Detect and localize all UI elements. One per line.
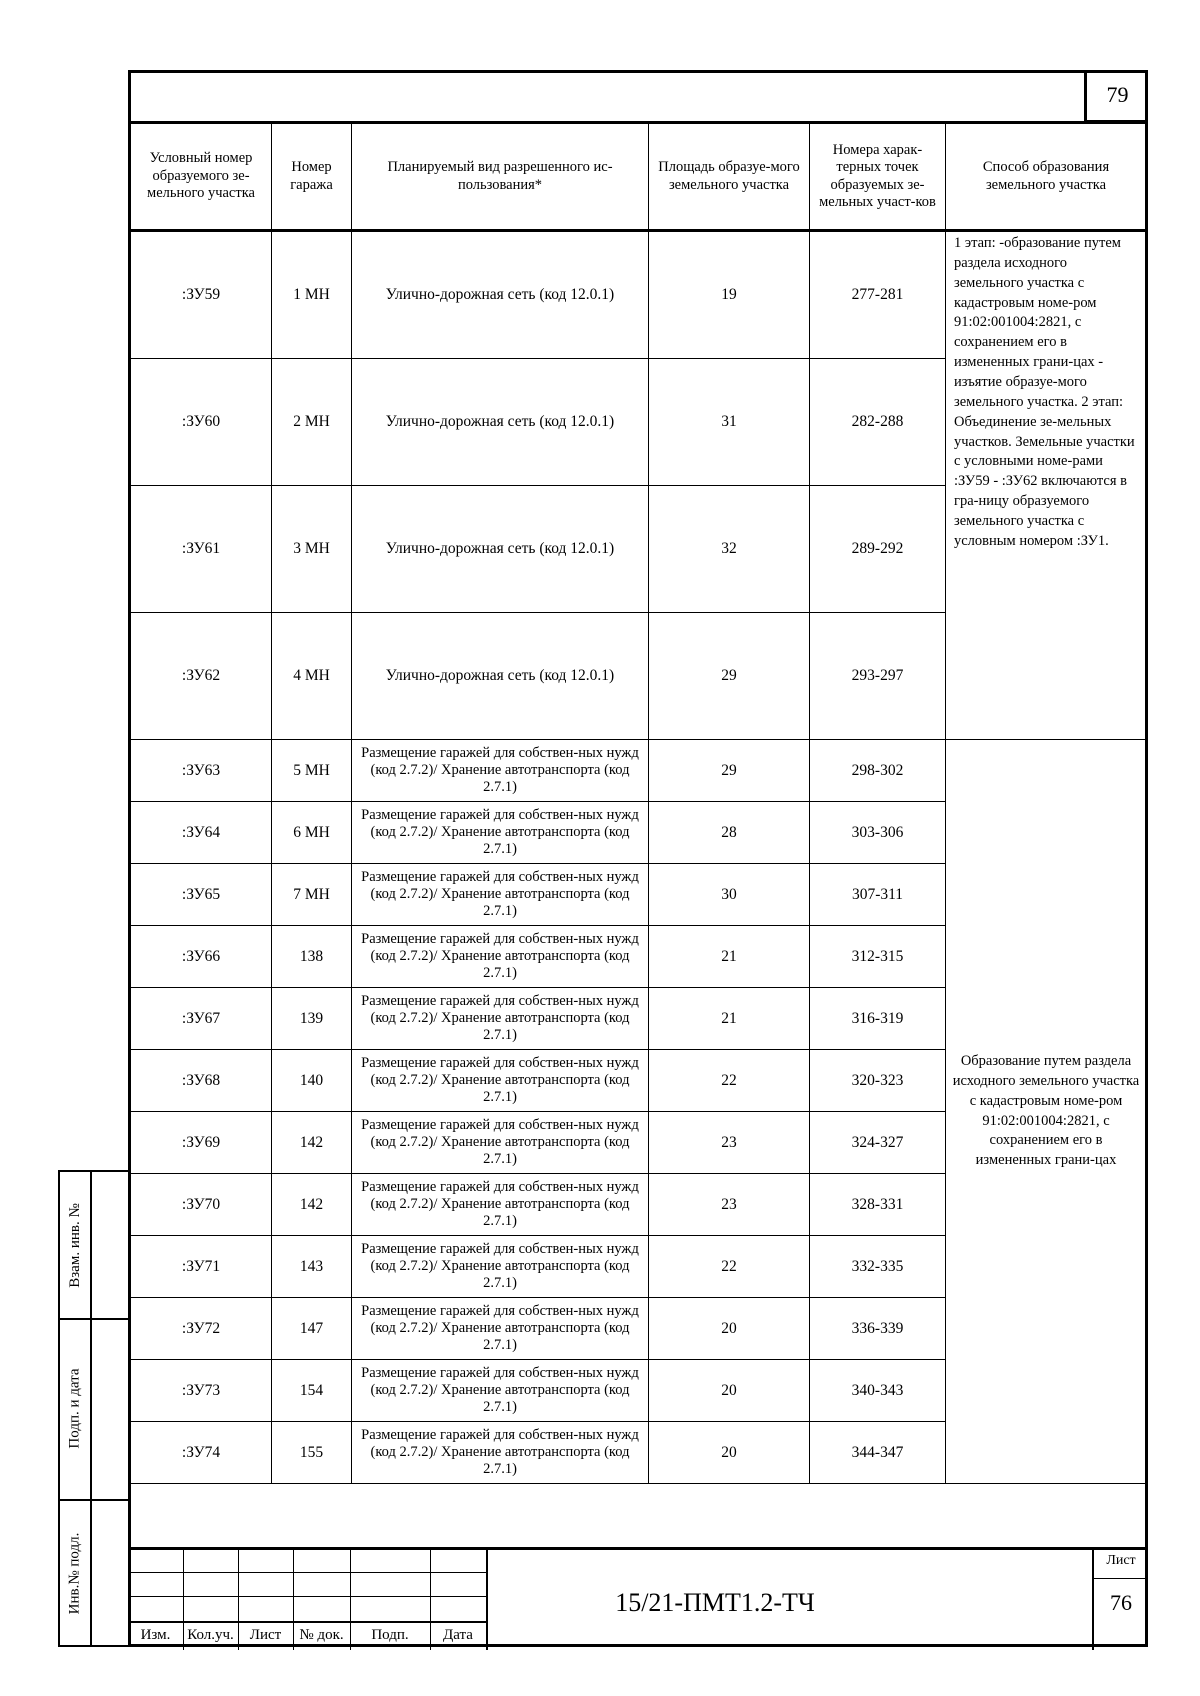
page-number: 79	[1106, 82, 1129, 107]
permitted-use: Размещение гаражей для собствен-ных нужд (код 2.7.2)/ Хранение автотранспорта (код 2.7.1)	[352, 1360, 649, 1422]
col-label-list: Лист	[249, 1627, 282, 1643]
col-label-podp: Подп.	[371, 1627, 409, 1643]
area: 22	[649, 1236, 810, 1298]
garage-number: 142	[272, 1112, 352, 1174]
permitted-use: Размещение гаражей для собствен-ных нужд (код 2.7.2)/ Хранение автотранспорта (код 2.7.1)	[352, 926, 649, 988]
permitted-use: Размещение гаражей для собствен-ных нужд (код 2.7.2)/ Хранение автотранспорта (код 2.7.1)	[352, 802, 649, 864]
point-numbers: 277-281	[810, 231, 946, 359]
header-plot-number: Условный номер образуемого зе-мельного участка	[131, 124, 272, 231]
permitted-use: Размещение гаражей для собствен-ных нужд (код 2.7.2)/ Хранение автотранспорта (код 2.7.1)	[352, 1236, 649, 1298]
point-numbers: 332-335	[810, 1236, 946, 1298]
side-label-vzam: Взам. инв. №	[66, 1202, 83, 1288]
point-numbers: 282-288	[810, 359, 946, 486]
area: 23	[649, 1112, 810, 1174]
plot-number: :ЗУ66	[131, 926, 272, 988]
plot-number: :ЗУ61	[131, 486, 272, 613]
table-header-row	[131, 124, 1147, 231]
area: 30	[649, 864, 810, 926]
col-label-kol-uch: Кол.уч.	[187, 1627, 234, 1643]
point-numbers: 303-306	[810, 802, 946, 864]
header-permitted-use: Планируемый вид разрешенного ис-пользования*	[352, 124, 649, 231]
area: 21	[649, 988, 810, 1050]
garage-number: 4 МН	[272, 613, 352, 740]
permitted-use: Размещение гаражей для собствен-ных нужд (код 2.7.2)/ Хранение автотранспорта (код 2.7.1)	[352, 1174, 649, 1236]
point-numbers: 289-292	[810, 486, 946, 613]
header-area: Площадь образуе-мого земельного участка	[649, 124, 810, 231]
permitted-use: Размещение гаражей для собствен-ных нужд (код 2.7.2)/ Хранение автотранспорта (код 2.7.1)	[352, 1422, 649, 1484]
plot-number: :ЗУ68	[131, 1050, 272, 1112]
plot-number: :ЗУ63	[131, 740, 272, 802]
garage-number: 138	[272, 926, 352, 988]
point-numbers: 298-302	[810, 740, 946, 802]
area: 29	[649, 740, 810, 802]
plot-number: :ЗУ69	[131, 1112, 272, 1174]
formation-method-stage: 1 этап: -образование путем раздела исходного земельного участка с кадастровым номе-ром 91:02:001004:2821, с сохранением его в измененных грани-цах - изъятие образуе-мого земельного участка. 2 этап: Объединение зе-мельных участков. Земельные участки с условными номе-рами :ЗУ59 - :ЗУ62 включаются в гра-ницу образуемого земельного участка с условным номером :ЗУ1.	[946, 231, 1147, 740]
point-numbers: 316-319	[810, 988, 946, 1050]
plot-number: :ЗУ73	[131, 1360, 272, 1422]
point-numbers: 307-311	[810, 864, 946, 926]
page-number-box	[1084, 70, 1148, 123]
side-label-podp: Подп. и дата	[66, 1368, 83, 1449]
plot-number: :ЗУ59	[131, 231, 272, 359]
point-numbers: 340-343	[810, 1360, 946, 1422]
permitted-use: Размещение гаражей для собствен-ных нужд (код 2.7.2)/ Хранение автотранспорта (код 2.7.1)	[352, 1050, 649, 1112]
garage-number: 3 МН	[272, 486, 352, 613]
top-strip	[128, 70, 1148, 123]
permitted-use: Размещение гаражей для собствен-ных нужд (код 2.7.2)/ Хранение автотранспорта (код 2.7.1)	[352, 1298, 649, 1360]
area: 22	[649, 1050, 810, 1112]
col-label-date: Дата	[443, 1627, 473, 1643]
garage-number: 139	[272, 988, 352, 1050]
garage-number: 155	[272, 1422, 352, 1484]
point-numbers: 312-315	[810, 926, 946, 988]
point-numbers: 344-347	[810, 1422, 946, 1484]
formation-method-division: Образование путем раздела исходного земельного участка с кадастровым номе-ром 91:02:001004:2821, с сохранением его в измененных грани-цах	[946, 740, 1147, 1484]
area: 28	[649, 802, 810, 864]
land-plots-table	[130, 123, 1147, 1484]
plot-number: :ЗУ65	[131, 864, 272, 926]
table-row	[131, 231, 1147, 359]
plot-number: :ЗУ60	[131, 359, 272, 486]
permitted-use: Улично-дорожная сеть (код 12.0.1)	[352, 613, 649, 740]
side-label-inv: Инв.№ подл.	[66, 1532, 83, 1614]
garage-number: 6 МН	[272, 802, 352, 864]
area: 20	[649, 1360, 810, 1422]
side-cell-vzam	[60, 1172, 128, 1320]
area: 19	[649, 231, 810, 359]
plot-number: :ЗУ64	[131, 802, 272, 864]
plot-number: :ЗУ71	[131, 1236, 272, 1298]
point-numbers: 320-323	[810, 1050, 946, 1112]
permitted-use: Размещение гаражей для собствен-ных нужд (код 2.7.2)/ Хранение автотранспорта (код 2.7.1)	[352, 864, 649, 926]
garage-number: 142	[272, 1174, 352, 1236]
point-numbers: 293-297	[810, 613, 946, 740]
area: 32	[649, 486, 810, 613]
area: 20	[649, 1298, 810, 1360]
sheet-number: 76	[1110, 1590, 1132, 1615]
area: 21	[649, 926, 810, 988]
side-stamp	[58, 1170, 128, 1647]
table-row	[131, 740, 1147, 802]
garage-number: 5 МН	[272, 740, 352, 802]
plot-number: :ЗУ70	[131, 1174, 272, 1236]
plot-number: :ЗУ62	[131, 613, 272, 740]
header-formation-method: Способ образования земельного участка	[946, 124, 1147, 231]
permitted-use: Размещение гаражей для собствен-ных нужд (код 2.7.2)/ Хранение автотранспорта (код 2.7.1)	[352, 1112, 649, 1174]
side-cell-inv	[60, 1499, 128, 1647]
col-label-izm: Изм.	[140, 1627, 171, 1643]
permitted-use: Улично-дорожная сеть (код 12.0.1)	[352, 231, 649, 359]
permitted-use: Улично-дорожная сеть (код 12.0.1)	[352, 486, 649, 613]
permitted-use: Улично-дорожная сеть (код 12.0.1)	[352, 359, 649, 486]
point-numbers: 324-327	[810, 1112, 946, 1174]
point-numbers: 328-331	[810, 1174, 946, 1236]
plot-number: :ЗУ67	[131, 988, 272, 1050]
garage-number: 154	[272, 1360, 352, 1422]
side-cell-podp	[60, 1318, 128, 1501]
col-label-doc-no: № док.	[299, 1627, 344, 1643]
area: 23	[649, 1174, 810, 1236]
plot-number: :ЗУ72	[131, 1298, 272, 1360]
area: 20	[649, 1422, 810, 1484]
permitted-use: Размещение гаражей для собствен-ных нужд (код 2.7.2)/ Хранение автотранспорта (код 2.7.1)	[352, 740, 649, 802]
area: 29	[649, 613, 810, 740]
garage-number: 147	[272, 1298, 352, 1360]
garage-number: 140	[272, 1050, 352, 1112]
point-numbers: 336-339	[810, 1298, 946, 1360]
header-point-numbers: Номера харак-терных точек образуемых зе-мельных участ-ков	[810, 124, 946, 231]
area: 31	[649, 359, 810, 486]
plot-number: :ЗУ74	[131, 1422, 272, 1484]
garage-number: 2 МН	[272, 359, 352, 486]
garage-number: 7 МН	[272, 864, 352, 926]
document-code: 15/21-ПМТ1.2-ТЧ	[615, 1588, 815, 1617]
sheet-label: Лист	[1106, 1553, 1136, 1568]
permitted-use: Размещение гаражей для собствен-ных нужд (код 2.7.2)/ Хранение автотранспорта (код 2.7.1)	[352, 988, 649, 1050]
garage-number: 1 МН	[272, 231, 352, 359]
garage-number: 143	[272, 1236, 352, 1298]
header-garage-number: Номер гаража	[272, 124, 352, 231]
